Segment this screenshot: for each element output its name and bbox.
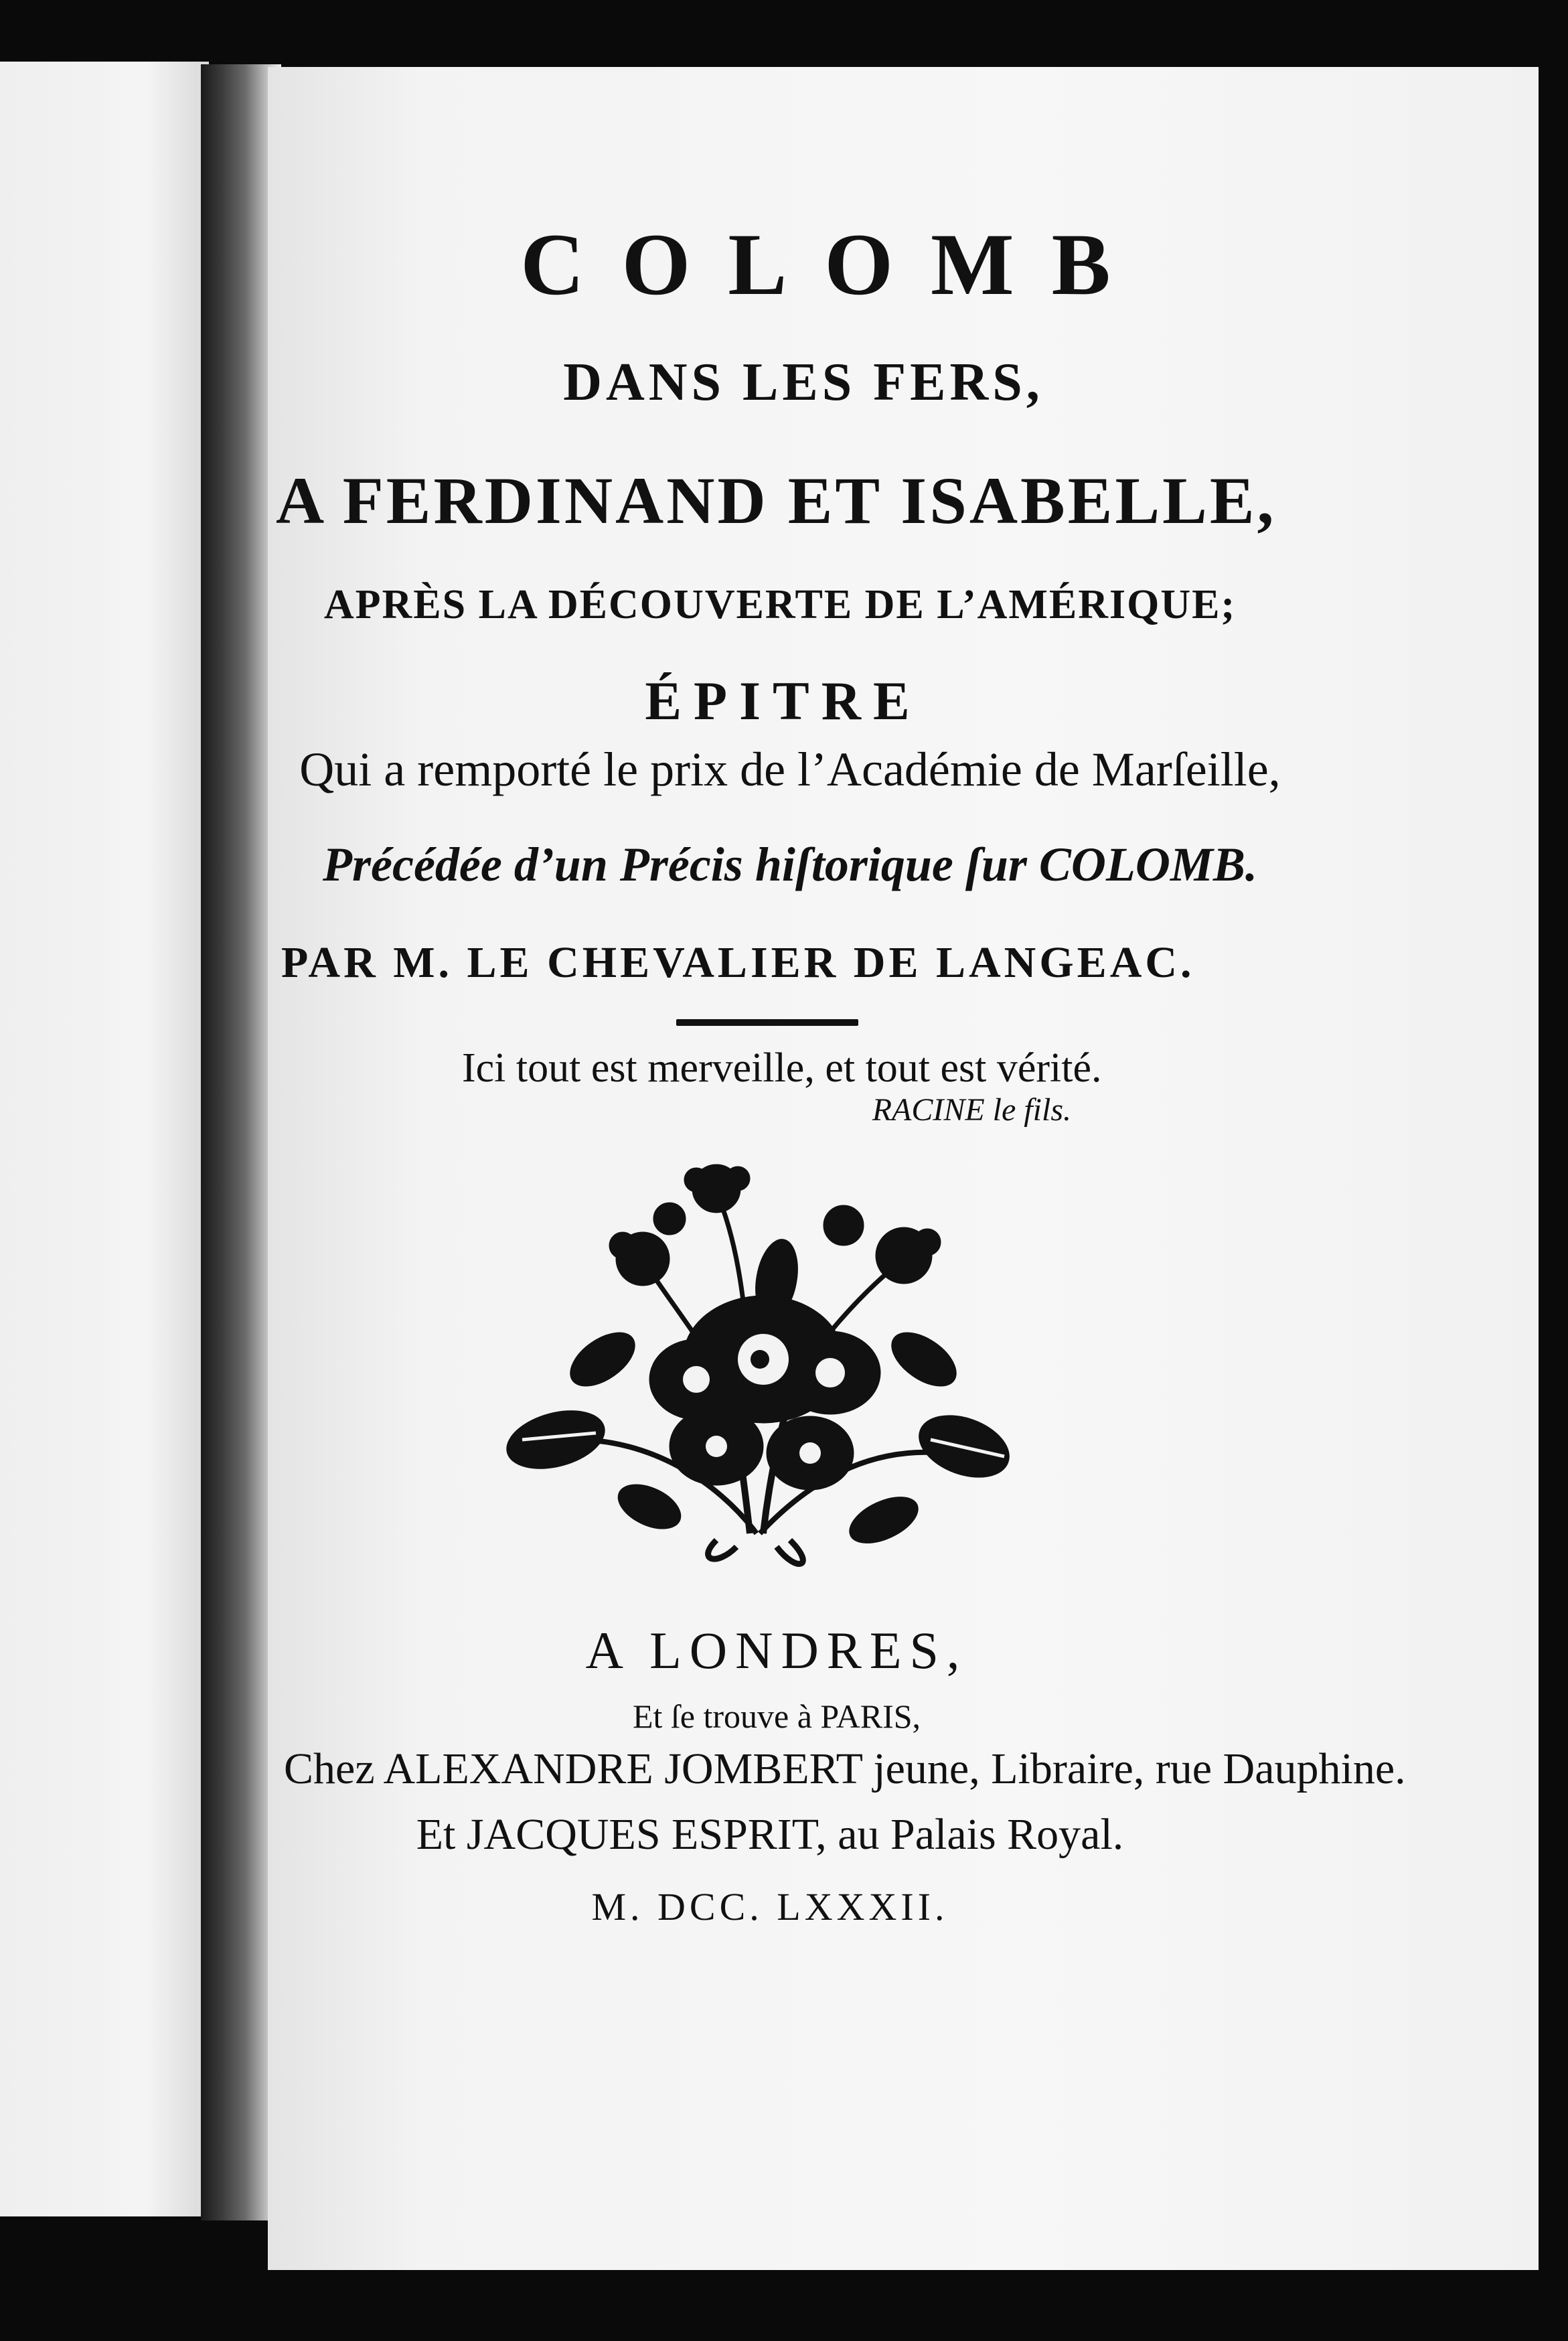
title-line-ferdinand-isabelle: A FERDINAND ET ISABELLE, bbox=[276, 463, 1277, 538]
epigraph-attribution: RACINE le fils. bbox=[872, 1092, 1071, 1128]
divider-rule bbox=[676, 1019, 858, 1026]
author-line: PAR M. LE CHEVALIER DE LANGEAC. bbox=[281, 938, 1195, 987]
imprint-city: A LONDRES, bbox=[585, 1621, 968, 1679]
facing-page-edge bbox=[0, 62, 209, 2216]
genre-epitre: ÉPITRE bbox=[645, 670, 922, 731]
imprint-also-found: Et ſe trouve à PARIS, bbox=[632, 1697, 921, 1735]
preface-line: Précédée d’un Précis hiſtorique ſur COLOMB. bbox=[323, 838, 1257, 891]
imprint-publisher-esprit: Et JACQUES ESPRIT, au Palais Royal. bbox=[416, 1810, 1124, 1859]
floral-bouquet-ornament-icon bbox=[495, 1158, 1031, 1580]
imprint-date: M. DCC. LXXXII. bbox=[591, 1885, 949, 1929]
title-line-apres-decouverte: APRÈS LA DÉCOUVERTE DE L’AMÉRIQUE; bbox=[323, 582, 1237, 627]
imprint-publisher-jombert: Chez ALEXANDRE JOMBERT jeune, Libraire, rue Dauphine. bbox=[284, 1744, 1406, 1793]
epigraph-quote: Ici tout est merveille, et tout est vérité. bbox=[462, 1045, 1102, 1091]
prize-line: Qui a remporté le prix de l’Académie de Marſeille, bbox=[299, 743, 1281, 796]
title-line-colomb: COLOMB bbox=[520, 215, 1148, 313]
title-line-dans-les-fers: DANS LES FERS, bbox=[563, 353, 1044, 412]
